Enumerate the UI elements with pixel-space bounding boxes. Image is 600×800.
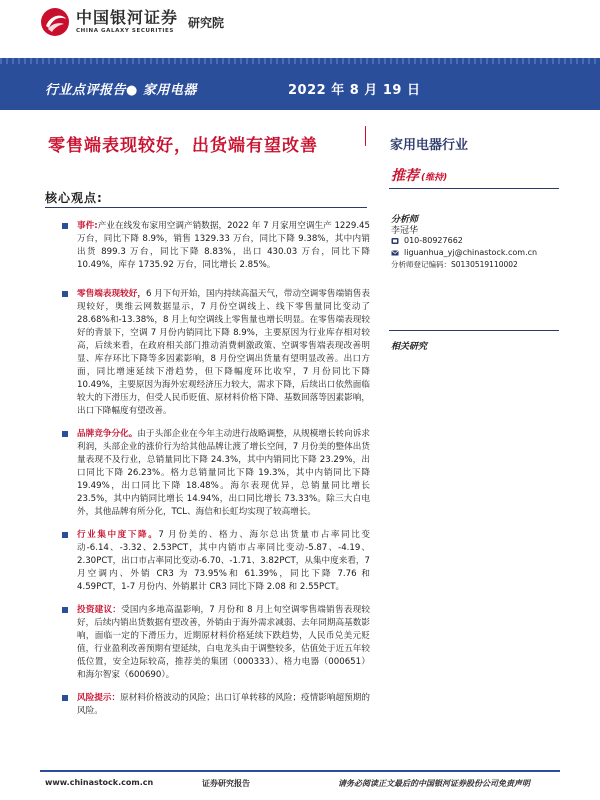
footer-label: 证券研究报告 (202, 779, 250, 788)
report-type: 行业点评报告● 家用电器 (45, 83, 197, 98)
bullet-risk (45, 692, 370, 718)
related-research-heading: 相关研究 (391, 342, 428, 352)
bullet-keyword: 品牌竞争分化。 (77, 429, 138, 439)
brand-text (76, 9, 178, 35)
rating-status: (维持) (421, 173, 448, 183)
bullet-text: 原材料价格波动的风险；出口订单转移的风险；疫情影响超预期的风险。 (77, 693, 370, 716)
bullet-keyword: 行业集中度下降。 (77, 530, 159, 540)
mail-icon (391, 249, 399, 257)
rating-badge (391, 165, 447, 185)
bullet-keyword: 事件: (77, 221, 98, 231)
brand-logo (40, 2, 224, 42)
analyst-heading: 分析师 (391, 215, 419, 225)
banner-hatch (0, 58, 600, 64)
title-divider (365, 126, 366, 146)
bullet-square-icon (62, 223, 68, 229)
bullet-keyword: 风险提示： (77, 693, 121, 703)
phone-number: 010-80927662 (404, 236, 463, 245)
core-divider (45, 207, 367, 208)
analyst-email (391, 248, 537, 257)
bullet-event (45, 220, 370, 272)
footer-url[interactable]: www.chinastock.com.cn (45, 778, 154, 787)
footer-disclaimer: 请务必阅读正文最后的中国银河证券股份公司免责声明 (338, 779, 530, 788)
core-bullets (45, 220, 370, 718)
bullet-text: 受国内多地高温影响，7 月份和 8 月上旬空调零售端销售表现较好，后续内销出货数据有望改善，外销由于海外需求减弱、去年同期高基数影响，面临一定的下滑压力，近期原材料价格延续下跌趋势，人民币兑美元贬值，行业盈利改善预期有望延续，白电龙头由于调整较多，估值处于近五年较低位置，安全边际较高，推荐美的集团（000333）、格力电器（000651）和海尔智家（600690）。 (77, 605, 370, 680)
bullet-brand (45, 428, 370, 519)
industry-label: 家用电器行业 (390, 138, 469, 153)
side-divider (389, 188, 559, 189)
phone-icon (391, 237, 399, 245)
rating-value: 推荐 (391, 168, 419, 184)
side-divider-2 (389, 330, 559, 331)
bullet-text: 由于头部企业在今年主动进行战略调整，从规模增长转向诉求利润，头部企业的涨价行为给其他品牌让渡了增长空间，7 月份美的整体出货量表现不及行业，总销量同比下降 24.3%，其中内销同比下降 23.29%，出口同比下降 26.23%。格力总销量同比下降 19.3%，其中内销同比下降 19.49%，出口同比下降 18.48%。海尔表现优异，总销量同比增长 23.5%，其中内销同比增长 14.94%，出口同比增长 73.33%。除三大白电外，其他品牌有所分化，TCL、海信和长虹均实现了较高增长。 (77, 429, 370, 517)
bullet-text: 6 月下旬开始，国内持续高温天气，带动空调零售端销售表现较好，奥维云网数据显示，7 月份空调线上、线下零售量同比变动了 28.68%和-13.38%，8 月上旬空调线上零售量也增长明显。在零售端表现较好的背景下，空调 7 月份内销同比下降 8.9%，主要原因为行业库存相对较高，后续来看，在政府相关部门推动消费刺激政策、空调零售端表现改善明显、库存环比下降等多因素影响，8 月份空调出货量有望明显改善。出口方面，同比增速延续下滑趋势，但下降幅度环比收窄，7 月份同比下降 10.49%，主要原因为海外宏观经济压力较大，需求下降，后续出口依然面临较大的下滑压力，但受人民币贬值、原材料价格下降、基数回落等因素影响，出口下降幅度有望改善。 (77, 289, 370, 416)
brand-name-en: CHINA GALAXY SECURITIES (76, 28, 174, 34)
bullet-retail (45, 288, 370, 418)
bullet-concentration (45, 529, 370, 594)
bullet-text: 产业在线发布家用空调产销数据，2022 年 7 月家用空调生产 1229.45 万台，同比下降 8.9%，销售 1329.33 万台，同比下降 9.38%，其中内销出货 899.3 万台，同比下降 8.83%，出口 430.03 万台，同比下降 10.49%，库存 1735.92 万台，同比增长 2.85%。 (77, 221, 370, 270)
page-title: 零售端表现较好，出货端有望改善 (48, 136, 318, 156)
analyst-phone (391, 236, 463, 245)
bullet-square-icon (62, 291, 68, 297)
bullet-text: 7 月份美的、格力、海尔总出货量市占率同比变动-6.14、-3.32、2.53PCT，其中内销市占率同比变动-5.87、-4.19、2.30PCT，出口市占率同比变动-6.70、-1.71、3.82PCT，从集中度来看，7 月空调内、外销 CR3 为 73.95%和 61.39%，同比下降 7.76 和 4.59PCT，1-7 月份内、外销累计 CR3 同比下降 2.08 和 2.55PCT。 (77, 530, 370, 592)
galaxy-logo-icon (40, 7, 70, 37)
analyst-name: 李冠华 (391, 226, 419, 236)
institute-label: 研究院 (188, 15, 225, 30)
core-heading: 核心观点: (45, 191, 103, 205)
analyst-cert: 分析师登记编码：S0130519110002 (391, 260, 518, 269)
bullet-square-icon (62, 431, 68, 437)
bullet-keyword: 投资建议： (77, 605, 122, 615)
bullet-investment (45, 604, 370, 682)
bullet-square-icon (62, 607, 68, 613)
bullet-keyword: 零售端表现较好， (77, 289, 147, 299)
bullet-square-icon (62, 532, 68, 538)
bullet-square-icon (62, 695, 68, 701)
footer-divider (40, 770, 560, 772)
brand-name-cn: 中国银河证券 (76, 8, 179, 27)
email-address[interactable]: liguanhua_yj@chinastock.com.cn (404, 248, 538, 257)
report-date: 2022 年 8 月 19 日 (288, 83, 421, 98)
